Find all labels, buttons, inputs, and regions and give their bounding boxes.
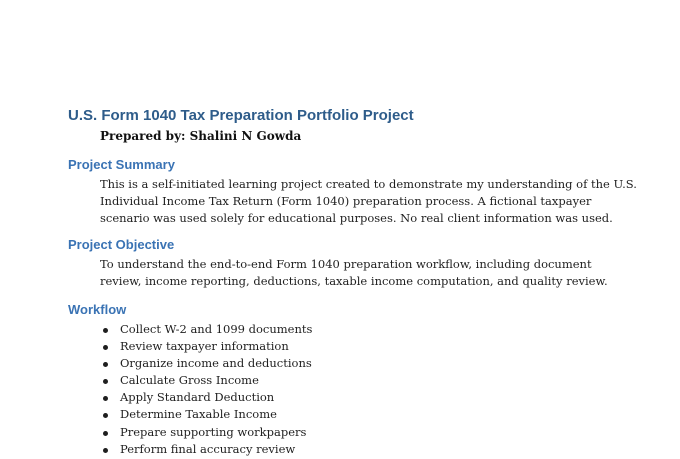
- list-item-text: Review taxpayer information: [120, 339, 289, 354]
- bullet-icon: [103, 328, 108, 333]
- workflow-list: [100, 321, 312, 458]
- paragraph-line: Individual Income Tax Return (Form 1040) preparation process. A fictional taxpayer: [100, 194, 592, 208]
- list-item-text: Apply Standard Deduction: [120, 390, 275, 405]
- document-title: U.S. Form 1040 Tax Preparation Portfolio Project: [68, 107, 414, 124]
- list-item: [100, 355, 312, 372]
- paragraph-line: scenario was used solely for educational purposes. No real client information was used.: [100, 211, 613, 225]
- section-heading-workflow: Workflow: [68, 302, 127, 317]
- project-summary-paragraph: [100, 176, 637, 227]
- list-item: [100, 424, 312, 441]
- prepared-by-line: Prepared by: Shalini N Gowda: [100, 129, 302, 143]
- bullet-icon: [103, 413, 108, 418]
- section-heading-project-summary: Project Summary: [68, 157, 175, 172]
- paragraph-line: To understand the end-to-end Form 1040 preparation workflow, including document: [100, 257, 592, 271]
- section-heading-project-objective: Project Objective: [68, 237, 175, 252]
- list-item: [100, 338, 312, 355]
- list-item-text: Organize income and deductions: [120, 356, 312, 371]
- bullet-icon: [103, 396, 108, 401]
- bullet-icon: [103, 345, 108, 350]
- list-item-text: Prepare supporting workpapers: [120, 424, 307, 439]
- list-item: [100, 389, 312, 406]
- list-item: [100, 406, 312, 423]
- bullet-icon: [103, 448, 108, 453]
- bullet-icon: [103, 379, 108, 384]
- list-item: [100, 441, 312, 458]
- list-item-text: Collect W-2 and 1099 documents: [120, 322, 313, 336]
- list-item-text: Determine Taxable Income: [120, 407, 277, 422]
- list-item: [100, 372, 312, 389]
- bullet-icon: [103, 431, 108, 436]
- list-item-text: Perform final accuracy review: [120, 441, 296, 456]
- paragraph-line: This is a self-initiated learning project created to demonstrate my understanding of the U.S.: [100, 177, 637, 191]
- bullet-icon: [103, 362, 108, 367]
- project-objective-paragraph: [100, 256, 610, 290]
- list-item: [100, 321, 312, 338]
- list-item-text: Calculate Gross Income: [120, 373, 259, 388]
- paragraph-line: review, income reporting, deductions, taxable income computation, and quality review.: [100, 274, 608, 288]
